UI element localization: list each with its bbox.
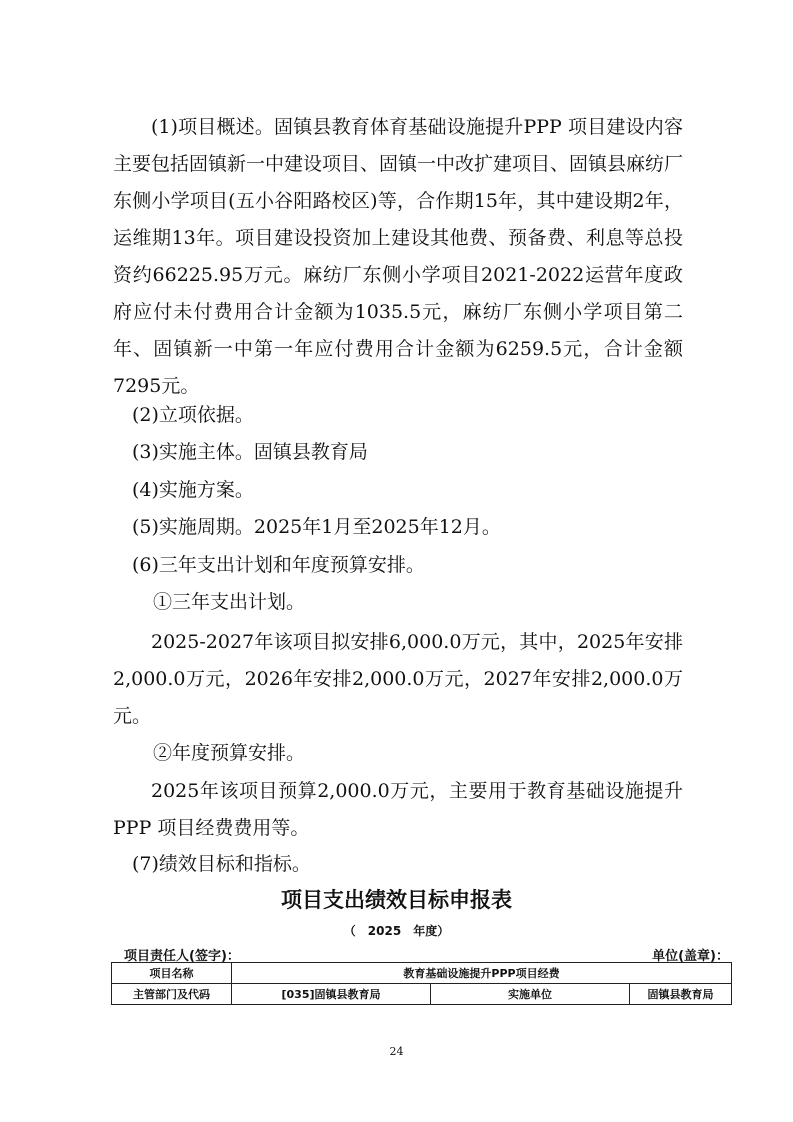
form-year: （ 2025 年度）	[343, 924, 450, 938]
impl-label: 实施单位	[431, 984, 630, 1005]
impl-value: 固镇县教育局	[630, 984, 732, 1005]
dept-value: [035]固镇县教育局	[232, 984, 431, 1005]
form-title: 项目支出绩效目标申报表	[281, 888, 512, 912]
annual-text: 2025年该项目预算2,000.0万元，主要用于教育基础设施提升PPP 项目经费费用等。	[113, 780, 683, 839]
project-name-value: 教育基础设施提升PPP项目经费	[232, 963, 732, 984]
entity-item: (3)实施主体。固镇县教育局	[132, 441, 368, 463]
responsible-label: 项目责任人(签字)：	[124, 949, 240, 964]
annual-heading: ②年度预算安排。	[153, 742, 306, 764]
budget-heading: (6)三年支出计划和年度预算安排。	[132, 554, 425, 576]
basis-item: (2)立项依据。	[132, 404, 254, 426]
dept-label: 主管部门及代码	[112, 984, 232, 1005]
three-year-heading: ①三年支出计划。	[153, 591, 306, 613]
table-row	[112, 984, 732, 1005]
three-year-text: 2025-2027年该项目拟安排6,000.0万元，其中，2025年安排2,000.0万元，2026年安排2,000.0万元，2027年安排2,000.0万元。	[113, 631, 683, 727]
period-item: (5)实施周期。2025年1月至2025年12月。	[132, 516, 501, 538]
table-row	[112, 963, 732, 984]
form-table	[111, 962, 732, 1005]
unit-label: 单位(盖章)：	[652, 949, 729, 964]
project-name-label: 项目名称	[112, 963, 232, 984]
plan-item: (4)实施方案。	[132, 479, 254, 501]
targets-heading: (7)绩效目标和指标。	[132, 853, 311, 875]
overview-paragraph: (1)项目概述。固镇县教育体育基础设施提升PPP 项目建设内容主要包括固镇新一中建设项目、固镇一中改扩建项目、固镇县麻纺厂东侧小学项目(五小谷阳路校区)等，合作期15年，其中建设期2年，运维期13年。项目建设投资加上建设其他费、预备费、利息等总投资约66225.95万元。麻纺厂东侧小学项目2021-2022运营年度政府应付未付费用合计金额为1035.5元，麻纺厂东侧小学项目第二年、固镇新一中第一年应付费用合计金额为6259.5元，合计金额7295元。	[113, 116, 684, 397]
page-number: 24	[389, 1045, 404, 1058]
